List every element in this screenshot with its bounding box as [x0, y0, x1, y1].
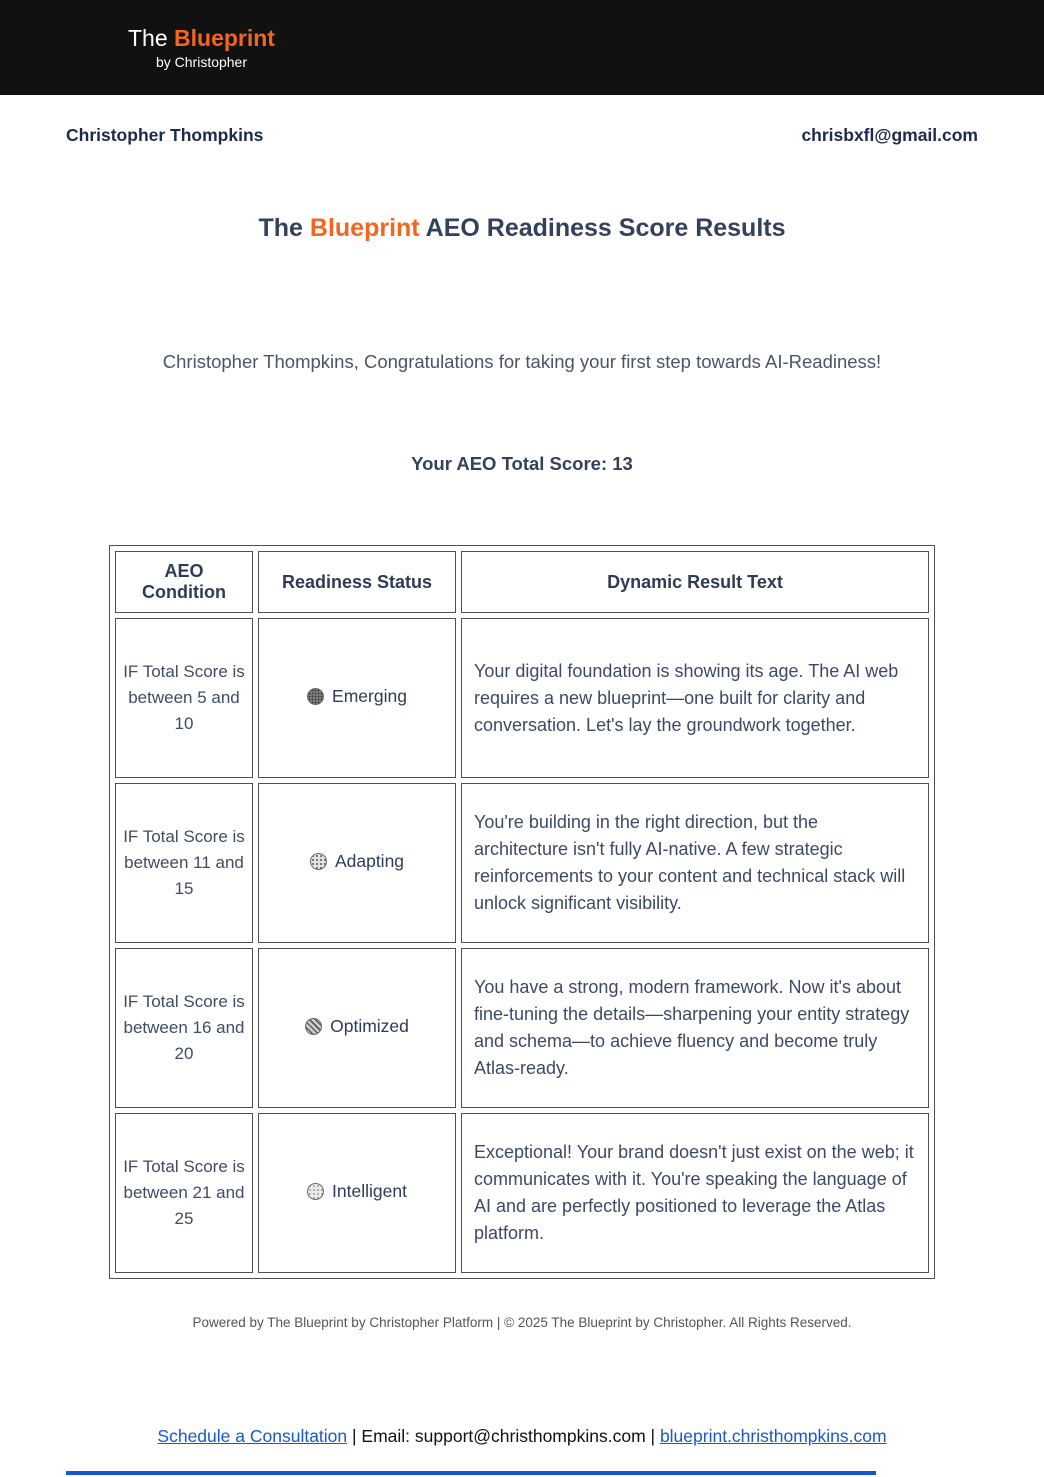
dynamic-text-cell: You're building in the right direction, but the architecture isn't fully AI-native. A few strategic reinforcements to your content and technical stack will unlock significant visibility. — [461, 783, 929, 943]
cropped-text-line — [66, 1471, 876, 1475]
site-link[interactable]: blueprint.christhompkins.com — [659, 1426, 887, 1446]
halftone-circle-light-icon — [307, 1183, 324, 1200]
results-table — [109, 545, 935, 1279]
page-title — [0, 214, 1044, 243]
condition-cell: IF Total Score is between 5 and 10 — [115, 618, 253, 778]
congratulations-text: Christopher Thompkins, Congratulations for taking your first step towards AI-Readiness! — [162, 351, 882, 372]
status-cell — [258, 618, 456, 778]
user-name: Christopher Thompkins — [66, 125, 264, 145]
status-cell — [258, 1113, 456, 1273]
logo-the: The — [128, 25, 168, 51]
brand-bar — [0, 0, 1044, 95]
page-title-part2: AEO Readiness Score Results — [425, 214, 786, 242]
table-header-row — [115, 551, 929, 613]
status-label: Adapting — [334, 851, 405, 871]
table-row — [115, 783, 929, 943]
header-dynamic-result-text: Dynamic Result Text — [461, 551, 929, 613]
logo-wordmark — [128, 25, 275, 51]
status-label: Emerging — [332, 686, 407, 706]
dynamic-text-cell: Exceptional! Your brand doesn't just exist on the web; it communicates with it. You're speaking the language of AI and are perfectly positioned to leverage the Atlas platform. — [461, 1113, 929, 1273]
header-readiness-status: Readiness Status — [258, 551, 456, 613]
contact-footer — [0, 1426, 1044, 1447]
powered-by-text: Powered by The Blueprint by Christopher Platform | © 2025 The Blueprint by Christopher. All Rights Reserved. — [192, 1315, 852, 1330]
logo-blueprint: Blueprint — [174, 25, 275, 51]
halftone-circle-hatched-icon — [305, 1018, 322, 1035]
condition-cell: IF Total Score is between 21 and 25 — [115, 1113, 253, 1273]
header-aeo-condition: AEO Condition — [115, 551, 253, 613]
table-row — [115, 618, 929, 778]
status-label: Optimized — [330, 1016, 409, 1036]
logo-subtitle: by Christopher — [155, 54, 248, 70]
page-title-part1: The — [258, 214, 303, 242]
halftone-circle-dark-icon — [307, 688, 324, 705]
user-email: chrisbxfl@gmail.com — [801, 125, 978, 145]
dynamic-text-cell: You have a strong, modern framework. Now it's about fine-tuning the details—sharpening your entity strategy and schema—to achieve fluency and become truly Atlas-ready. — [461, 948, 929, 1108]
schedule-consultation-link[interactable]: Schedule a Consultation — [157, 1426, 348, 1446]
table-row — [115, 1113, 929, 1273]
identity-row — [0, 125, 1044, 146]
dynamic-text-cell: Your digital foundation is showing its age. The AI web requires a new blueprint—one built for clarity and conversation. Let's lay the groundwork together. — [461, 618, 929, 778]
contact-middle-text: | Email: support@christhompkins.com | — [347, 1426, 660, 1446]
table-row — [115, 948, 929, 1108]
status-label: Intelligent — [332, 1181, 407, 1201]
status-cell — [258, 948, 456, 1108]
logo — [128, 25, 275, 70]
status-cell — [258, 783, 456, 943]
total-score-text: Your AEO Total Score: 13 — [411, 453, 633, 474]
halftone-circle-medium-icon — [310, 853, 327, 870]
condition-cell: IF Total Score is between 16 and 20 — [115, 948, 253, 1108]
page-title-highlight: Blueprint — [309, 214, 420, 242]
condition-cell: IF Total Score is between 11 and 15 — [115, 783, 253, 943]
